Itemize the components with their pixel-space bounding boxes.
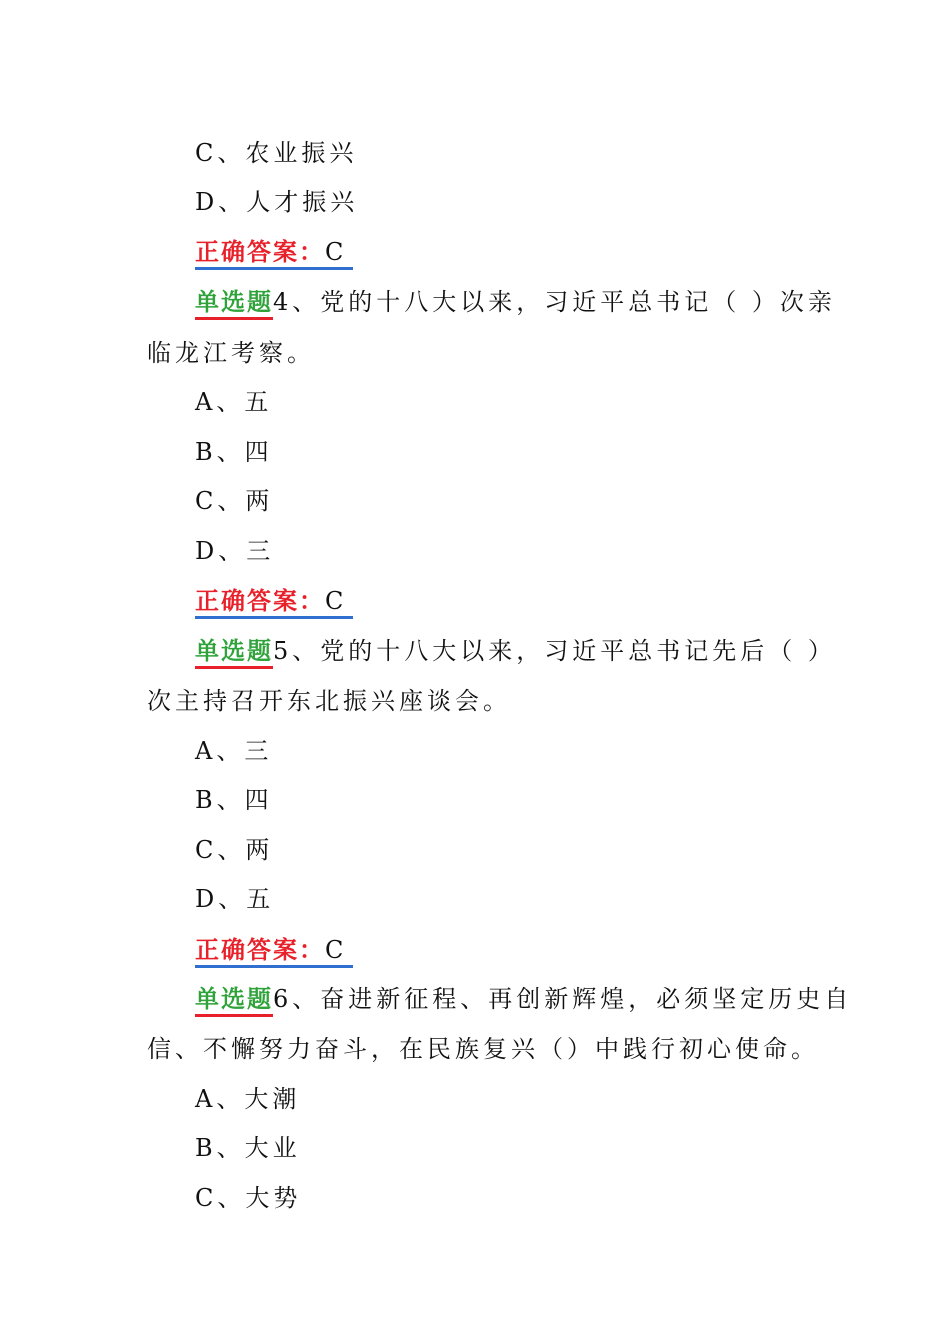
answer-label: 正确答案：	[195, 936, 325, 968]
answer-value: C	[325, 936, 353, 968]
question-type-label: 单选题	[195, 985, 273, 1017]
option-d: D、五	[195, 885, 275, 913]
question-4-line2: 临龙江考察。	[147, 339, 315, 367]
answer-label: 正确答案：	[195, 587, 325, 619]
option-c: C、农业振兴	[195, 139, 358, 167]
question-5-line2: 次主持召开东北振兴座谈会。	[147, 687, 511, 715]
option-c: C、大势	[195, 1184, 302, 1212]
option-b: B、大业	[195, 1134, 301, 1162]
option-a: A、大潮	[195, 1085, 301, 1113]
option-b: B、四	[195, 438, 273, 466]
option-c: C、两	[195, 487, 274, 515]
answer-line	[195, 586, 353, 616]
option-d: D、三	[195, 537, 275, 565]
option-d: D、人才振兴	[195, 188, 359, 216]
answer-label: 正确答案：	[195, 238, 325, 270]
option-c: C、两	[195, 836, 274, 864]
question-type-label: 单选题	[195, 288, 273, 320]
answer-line	[195, 935, 353, 965]
option-a: A、三	[195, 737, 273, 765]
answer-value: C	[325, 238, 353, 270]
question-5-text: 5、党的十八大以来，习近平总书记先后（ ）	[273, 637, 836, 665]
answer-value: C	[325, 587, 353, 619]
question-4-line1	[195, 287, 836, 317]
question-6-line1	[195, 984, 852, 1014]
question-5-line1	[195, 636, 836, 666]
question-6-text: 6、奋进新征程、再创新辉煌，必须坚定历史自	[273, 985, 853, 1013]
option-a: A、五	[195, 388, 273, 416]
answer-line	[195, 237, 353, 267]
question-6-line2: 信、不懈努力奋斗，在民族复兴（）中践行初心使命。	[147, 1035, 819, 1063]
question-4-text: 4、党的十八大以来，习近平总书记（ ）次亲	[273, 288, 836, 316]
option-b: B、四	[195, 786, 273, 814]
question-type-label: 单选题	[195, 637, 273, 669]
